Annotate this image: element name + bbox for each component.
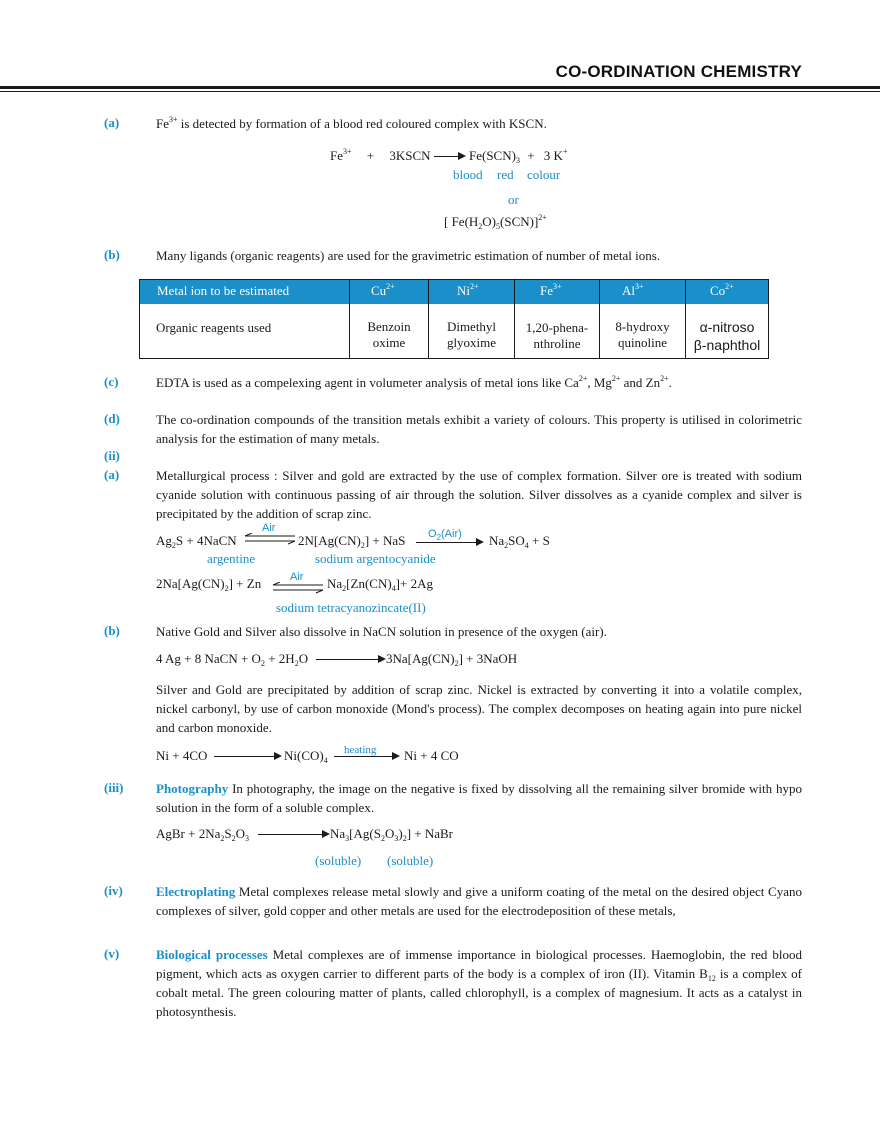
table-cell-reagent: α-nitroso β-naphthol (693, 319, 761, 353)
reaction-arrow (334, 756, 394, 757)
annotation-argentine: argentine (207, 551, 256, 566)
paragraph-edta: EDTA is used as a compelexing agent in volumeter analysis of metal ions like $Ca^{2+}$, $Mg^{2+}$ and $Zn^{2+}$. (156, 374, 672, 390)
item-label-iii: (iii) (104, 780, 124, 795)
item-label-v: (v) (104, 946, 120, 961)
equation-argentocyanide: $2N[Ag(CN)_2]$ + NaS (298, 533, 406, 550)
item-label-a: (a) (104, 115, 120, 130)
reaction-arrow (214, 756, 276, 757)
item-label-b2: (b) (104, 623, 120, 638)
item-label-d: (d) (104, 411, 120, 426)
header-rule-thin (0, 91, 880, 92)
heading-biological-processes: Biological processes (156, 947, 268, 962)
table-cell-reagent: Benzoin oxime (367, 319, 411, 350)
heading-electroplating: Electroplating (156, 884, 236, 899)
reaction-arrow (416, 542, 478, 543)
reaction-arrow (258, 834, 324, 835)
item-label-b: (b) (104, 247, 120, 262)
table-header-ion-fe: $Fe^{3+}$ (540, 282, 562, 298)
item-label-a2: (a) (104, 467, 120, 482)
equation-ni-products: Ni + 4 CO (404, 748, 459, 763)
equation-na2so4: $Na_2SO_4 + S$ (489, 533, 550, 550)
equation-hypo: AgBr + $2Na_2S_2O_3$ (156, 826, 250, 843)
reaction-arrow (434, 156, 460, 157)
table-header-ion-ni: $Ni^{2+}$ (457, 282, 479, 298)
annotation-or: or (508, 192, 519, 207)
table-cell-reagent: 1,20-phena- nthroline (525, 320, 589, 351)
reaction-arrowhead (392, 752, 400, 760)
paragraph-electroplating: Electroplating Metal complexes release metal slowly and give a uniform coating of the metal on the desired object Cyano complexes of silver, gold copper and other metals are used for the electrodeposition of these metals, (156, 884, 802, 918)
annotation-soluble: (soluble) (315, 853, 362, 868)
table-cell-reagent: 8-hydroxy quinoline (615, 319, 670, 350)
table-header-ion-al: $Al^{3+}$ (622, 282, 644, 298)
equation-alternate-complex: [ $Fe(H_2O)_5(SCN)]^{2+}$ (444, 213, 547, 231)
equation-ni-co: Ni + 4CO (156, 748, 208, 763)
equation-ag2s: $Ag_2S$ + 4NaCN (156, 533, 237, 550)
reaction-arrowhead (476, 538, 484, 546)
reagents-table (139, 279, 769, 359)
equation-gold-dissolution: 4 Ag + 8 NaCN + $O_2 + 2H_2O$ (156, 651, 309, 668)
reaction-arrow (316, 659, 380, 660)
paragraph-biological: Biological processes Metal complexes are of immense importance in biological processes. Haemoglobin, the red blood pigment, which acts as oxygen carrier to different parts of the body is a complex of iron (II). Vitamin $B_{12}$ is a complex of cobalt metal. The green colouring matter of plants, called chlorophyll, is a complex of magnesium. It acts as a catalyst in photosynthesis. (156, 947, 803, 1019)
annotation-red: red (497, 167, 514, 182)
annotation-sodium-argentocyanide: sodium argentocyanide (315, 551, 436, 566)
equation-fe-product: $Fe(SCN)_3 + 3$ K+ (469, 147, 568, 165)
reaction-arrowhead (322, 830, 330, 838)
paragraph-mond-process: Silver and Gold are precipitated by addition of scrap zinc. Nickel is extracted by converting it into a volatile complex, nickel carbonyl, by use of carbon monoxide (Mond's process). The complex decomposes on heating again into pure nickel and carbon monoxide. (156, 682, 802, 735)
heading-photography: Photography (156, 781, 229, 796)
equilibrium-arrow (272, 582, 324, 594)
item-label-ii: (ii) (104, 448, 120, 463)
paragraph-metallurgical: Metallurgical process : Silver and gold are extracted by the use of complex formation. Silver ore is treated with sodium cyanide solution with continuous passing of air through the solution. Silver dissolves as a cyanide complex and silver is precipitated by the addition of scrap zinc. (156, 468, 802, 521)
table-header-ion-co: $Co^{2+}$ (710, 282, 734, 298)
equation-tetracyanozincate: $Na_2[Zn(CN)_4]+ 2Ag$ (327, 576, 433, 593)
annotation-colour: colour (527, 167, 561, 182)
table-row-label: Organic reagents used (156, 320, 272, 335)
paragraph-photography: Photography In photography, the image on the negative is fixed by dissolving all the remaining silver bromide with hypo solution in the form of a soluble complex. (156, 781, 802, 815)
annotation-sodium-tetracyanozincate: sodium tetracyanozincate(II) (276, 600, 426, 615)
annotation-blood: blood (453, 167, 483, 182)
page-header-title: CO-ORDINATION CHEMISTRY (555, 62, 802, 81)
annotation-soluble: (soluble) (387, 853, 434, 868)
equation-fe-kscn: $Fe^{3+}$ + 3KSCN (330, 147, 431, 163)
table-header-row (140, 280, 768, 304)
paragraph-fe-detection: $Fe^{3+}$ is detected by formation of a blood red coloured complex with KSCN. (156, 115, 547, 131)
annotation-air: Air (262, 522, 276, 534)
table-cell-reagent: Dimethyl glyoxime (446, 319, 497, 350)
item-label-c: (c) (104, 374, 119, 389)
annotation-heating: heating (344, 744, 377, 756)
header-rule-thick (0, 86, 880, 89)
equation-nickel-carbonyl: $Ni(CO)_4$ (284, 748, 328, 765)
equation-zinc-displacement: $2Na[Ag(CN)_2] + Zn$ (156, 576, 262, 593)
equation-gold-product: $3Na[Ag(CN)_2]$ + 3NaOH (386, 651, 518, 668)
item-label-iv: (iv) (104, 883, 123, 898)
equation-thiosulphato-complex: $Na_3[Ag(S_2O_3)_2]$ + NaBr (330, 826, 454, 843)
annotation-o2-air: $O_2(Air)$ (428, 528, 462, 542)
reaction-arrowhead (458, 152, 466, 160)
reaction-arrowhead (378, 655, 386, 663)
table-header-ion-cu: $Cu^{2+}$ (371, 282, 395, 298)
paragraph-gravimetric: Many ligands (organic reagents) are used for the gravimetric estimation of number of metal ions. (156, 248, 661, 263)
equilibrium-arrow (244, 533, 296, 545)
reaction-arrowhead (274, 752, 282, 760)
paragraph-native-gold: Native Gold and Silver also dissolve in NaCN solution in presence of the oxygen (air). (156, 624, 607, 639)
annotation-air: Air (290, 571, 304, 583)
paragraph-colorimetric: The co-ordination compounds of the transition metals exhibit a variety of colours. This property is utilised in colorimetric analysis for the estimation of many metals. (156, 412, 802, 446)
table-header-label: Metal ion to be estimated (157, 283, 290, 298)
